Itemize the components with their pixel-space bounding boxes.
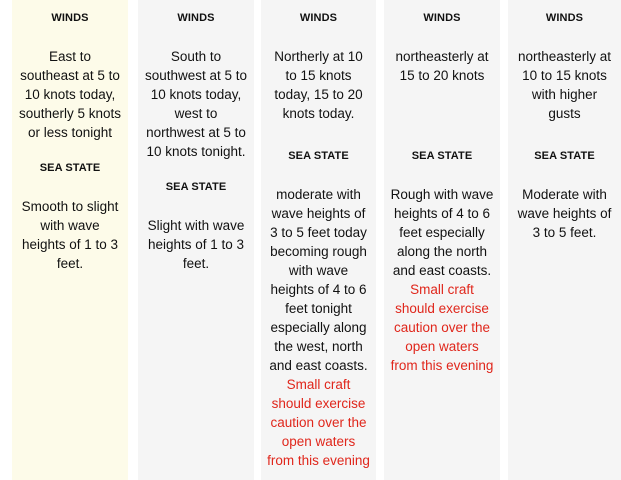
forecast-column-2 [138,0,254,480]
sea-state-text: Smooth to slight with wave heights of 1 to 3 feet. [21,199,119,271]
winds-text: South to southwest at 5 to 10 knots today, west to northwest at 5 to 10 knots tonight. [144,49,248,159]
winds-heading: WINDS [177,12,215,24]
winds-heading: WINDS [299,12,338,24]
winds-heading: WINDS [423,12,461,24]
forecast-column-4 [384,0,500,480]
sea-state-text: moderate with wave heights of 3 to 5 feet today becoming rough with wave heights of 4 to 6 feet tonight especially along the west, north and east coasts. [269,187,368,373]
forecast-column-5 [508,0,621,480]
winds-text: northeasterly at 10 to 15 knots with higher gusts [517,49,612,121]
winds-heading: WINDS [545,12,584,24]
small-craft-warning: Small craft should exercise caution over the open waters from this evening [390,282,494,373]
sea-state-heading: SEA STATE [165,181,227,193]
sea-state-block [267,185,370,470]
sea-state-text: Moderate with wave heights of 3 to 5 feet. [517,187,612,240]
sea-state-text: Slight with wave heights of 1 to 3 feet. [147,218,245,271]
winds-text: northeasterly at 15 to 20 knots [395,49,489,83]
sea-state-heading: SEA STATE [534,150,595,162]
sea-state-text: Rough with wave heights of 4 to 6 feet especially along the north and east coasts. [390,187,494,278]
sea-state-block [390,185,494,375]
small-craft-warning: Small craft should exercise caution over the open waters from this evening [267,377,370,468]
sea-state-heading: SEA STATE [39,162,101,174]
winds-text: Northerly at 10 to 15 knots today, 15 to 20 knots today. [274,49,363,121]
sea-state-heading: SEA STATE [288,150,349,162]
winds-text: East to southeast at 5 to 10 knots today, southerly 5 knots or less tonight [18,49,122,140]
winds-heading: WINDS [51,12,89,24]
sea-state-heading: SEA STATE [411,150,473,162]
forecast-column-1 [12,0,128,480]
forecast-column-3 [261,0,376,480]
